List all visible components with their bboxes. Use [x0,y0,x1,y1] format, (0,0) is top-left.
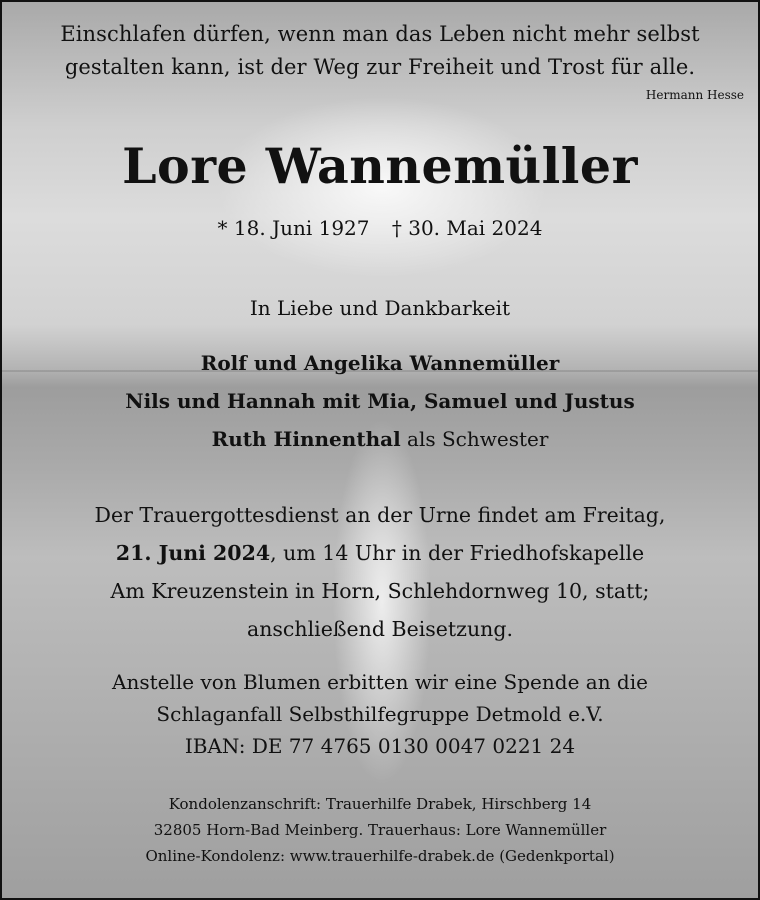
life-dates [2,216,758,240]
service-time-place: , um 14 Uhr in der Friedhofskapelle [270,541,645,565]
service-line-2 [2,534,758,572]
condolence-line-1: Kondolenzanschrift: Trauerhilfe Drabek, Hirschberg 14 [168,795,592,813]
service-date: 21. Juni 2024 [115,541,271,565]
funeral-service [2,496,758,648]
sister-name: Ruth Hinnenthal [211,427,401,451]
family-list [2,344,758,458]
condolence-info [2,791,758,869]
quote-line-1: Einschlafen dürfen, wenn man das Leben nicht mehr selbst [60,22,700,46]
deceased-name: Lore Wannemüller [122,137,638,195]
family-line-2: Nils und Hannah mit Mia, Samuel und Justus [125,389,635,413]
donation-line-1: Anstelle von Blumen erbitten wir eine Spende an die [112,670,648,694]
family-line-3 [2,420,758,458]
donation-request [2,666,758,762]
death-date: † 30. Mai 2024 [391,216,543,240]
service-line-4: anschließend Beisetzung. [246,617,514,641]
service-line-1: Der Trauergottesdienst an der Urne findet am Freitag, [94,503,666,527]
quote-author: Hermann Hesse [645,88,744,102]
service-line-3: Am Kreuzenstein in Horn, Schlehdornweg 10, statt; [110,579,650,603]
sister-relation: als Schwester [400,427,549,451]
donation-iban: IBAN: DE 77 4765 0130 0047 0221 24 [184,734,576,758]
quote-line-2: gestalten kann, ist der Weg zur Freiheit und Trost für alle. [64,55,696,79]
dedication: In Liebe und Dankbarkeit [249,296,511,320]
quote [2,18,758,84]
condolence-line-3: Online-Kondolenz: www.trauerhilfe-drabek.de (Gedenkportal) [145,847,615,865]
donation-line-2: Schlaganfall Selbsthilfegruppe Detmold e.V. [156,702,604,726]
birth-date: * 18. Juni 1927 [217,216,370,240]
family-line-1: Rolf und Angelika Wannemüller [200,351,560,375]
condolence-line-2: 32805 Horn-Bad Meinberg. Trauerhaus: Lore Wannemüller [153,821,607,839]
